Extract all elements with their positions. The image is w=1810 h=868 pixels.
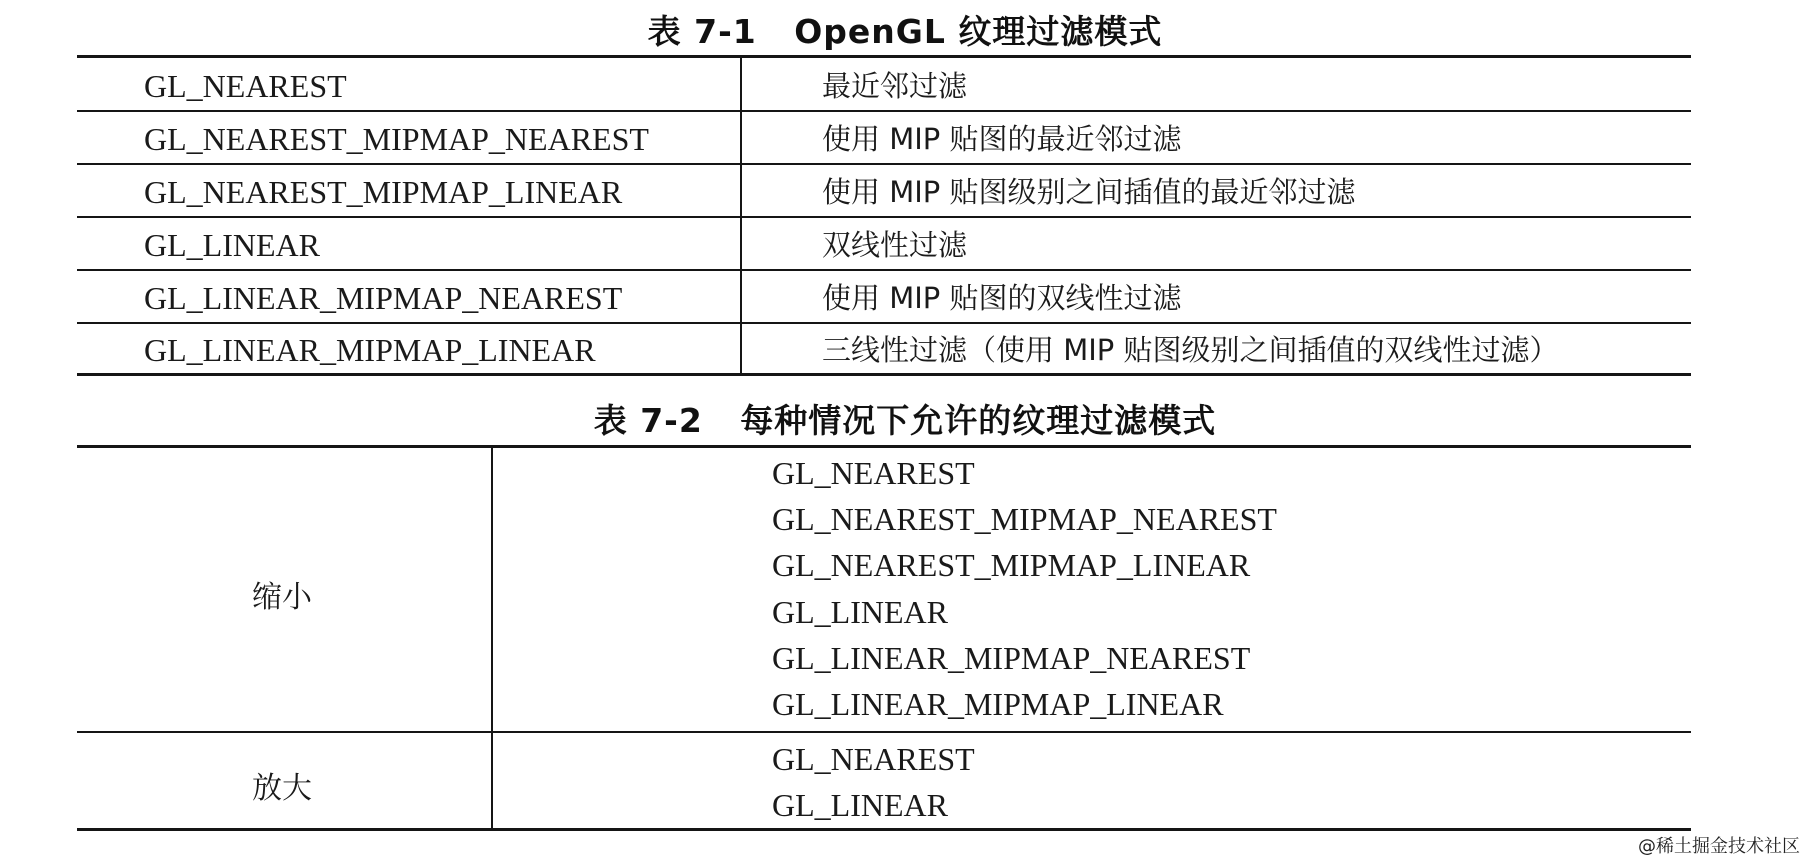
group-label-minification: 缩小 — [252, 580, 312, 615]
table-1-row-divider — [77, 322, 1691, 324]
table-2-group-divider — [77, 731, 1691, 733]
filter-mode-description: 三线性过滤（使用 MIP 贴图级别之间插值的双线性过滤） — [822, 333, 1559, 367]
table-1-top-rule — [77, 55, 1691, 58]
group-label-magnification: 放大 — [252, 771, 312, 806]
table-1-row-divider — [77, 110, 1691, 112]
filter-mode-name: GL_NEAREST_MIPMAP_LINEAR — [144, 174, 623, 210]
filter-mode-description: 最近邻过滤 — [822, 69, 968, 103]
allowed-mode: GL_NEAREST_MIPMAP_LINEAR — [772, 547, 1251, 583]
filter-mode-name: GL_LINEAR — [144, 227, 320, 263]
filter-mode-description: 双线性过滤 — [822, 228, 968, 262]
filter-mode-name: GL_NEAREST — [144, 68, 347, 104]
table-2-column-divider — [491, 447, 493, 829]
allowed-mode: GL_LINEAR_MIPMAP_NEAREST — [772, 640, 1251, 676]
allowed-mode: GL_LINEAR_MIPMAP_LINEAR — [772, 686, 1224, 722]
table-2-top-rule — [77, 445, 1691, 448]
filter-mode-description: 使用 MIP 贴图级别之间插值的最近邻过滤 — [822, 175, 1356, 209]
watermark: @稀土掘金技术社区 — [1638, 836, 1800, 857]
table-1-row-divider — [77, 216, 1691, 218]
allowed-mode: GL_LINEAR — [772, 787, 948, 823]
table-1-row-divider — [77, 269, 1691, 271]
table-2-bottom-rule — [77, 828, 1691, 831]
allowed-mode: GL_NEAREST — [772, 455, 975, 491]
table-2-caption: 表 7-2 每种情况下允许的纹理过滤模式 — [593, 401, 1217, 440]
table-1-caption: 表 7-1 OpenGL 纹理过滤模式 — [647, 12, 1163, 51]
table-1-row-divider — [77, 163, 1691, 165]
filter-mode-name: GL_LINEAR_MIPMAP_NEAREST — [144, 280, 623, 316]
table-1-bottom-rule — [77, 373, 1691, 376]
filter-mode-name: GL_NEAREST_MIPMAP_NEAREST — [144, 121, 649, 157]
allowed-mode: GL_NEAREST_MIPMAP_NEAREST — [772, 501, 1277, 537]
allowed-mode: GL_LINEAR — [772, 594, 948, 630]
filter-mode-description: 使用 MIP 贴图的双线性过滤 — [822, 281, 1182, 315]
filter-mode-name: GL_LINEAR_MIPMAP_LINEAR — [144, 332, 596, 368]
allowed-mode: GL_NEAREST — [772, 741, 975, 777]
filter-mode-description: 使用 MIP 贴图的最近邻过滤 — [822, 122, 1182, 156]
